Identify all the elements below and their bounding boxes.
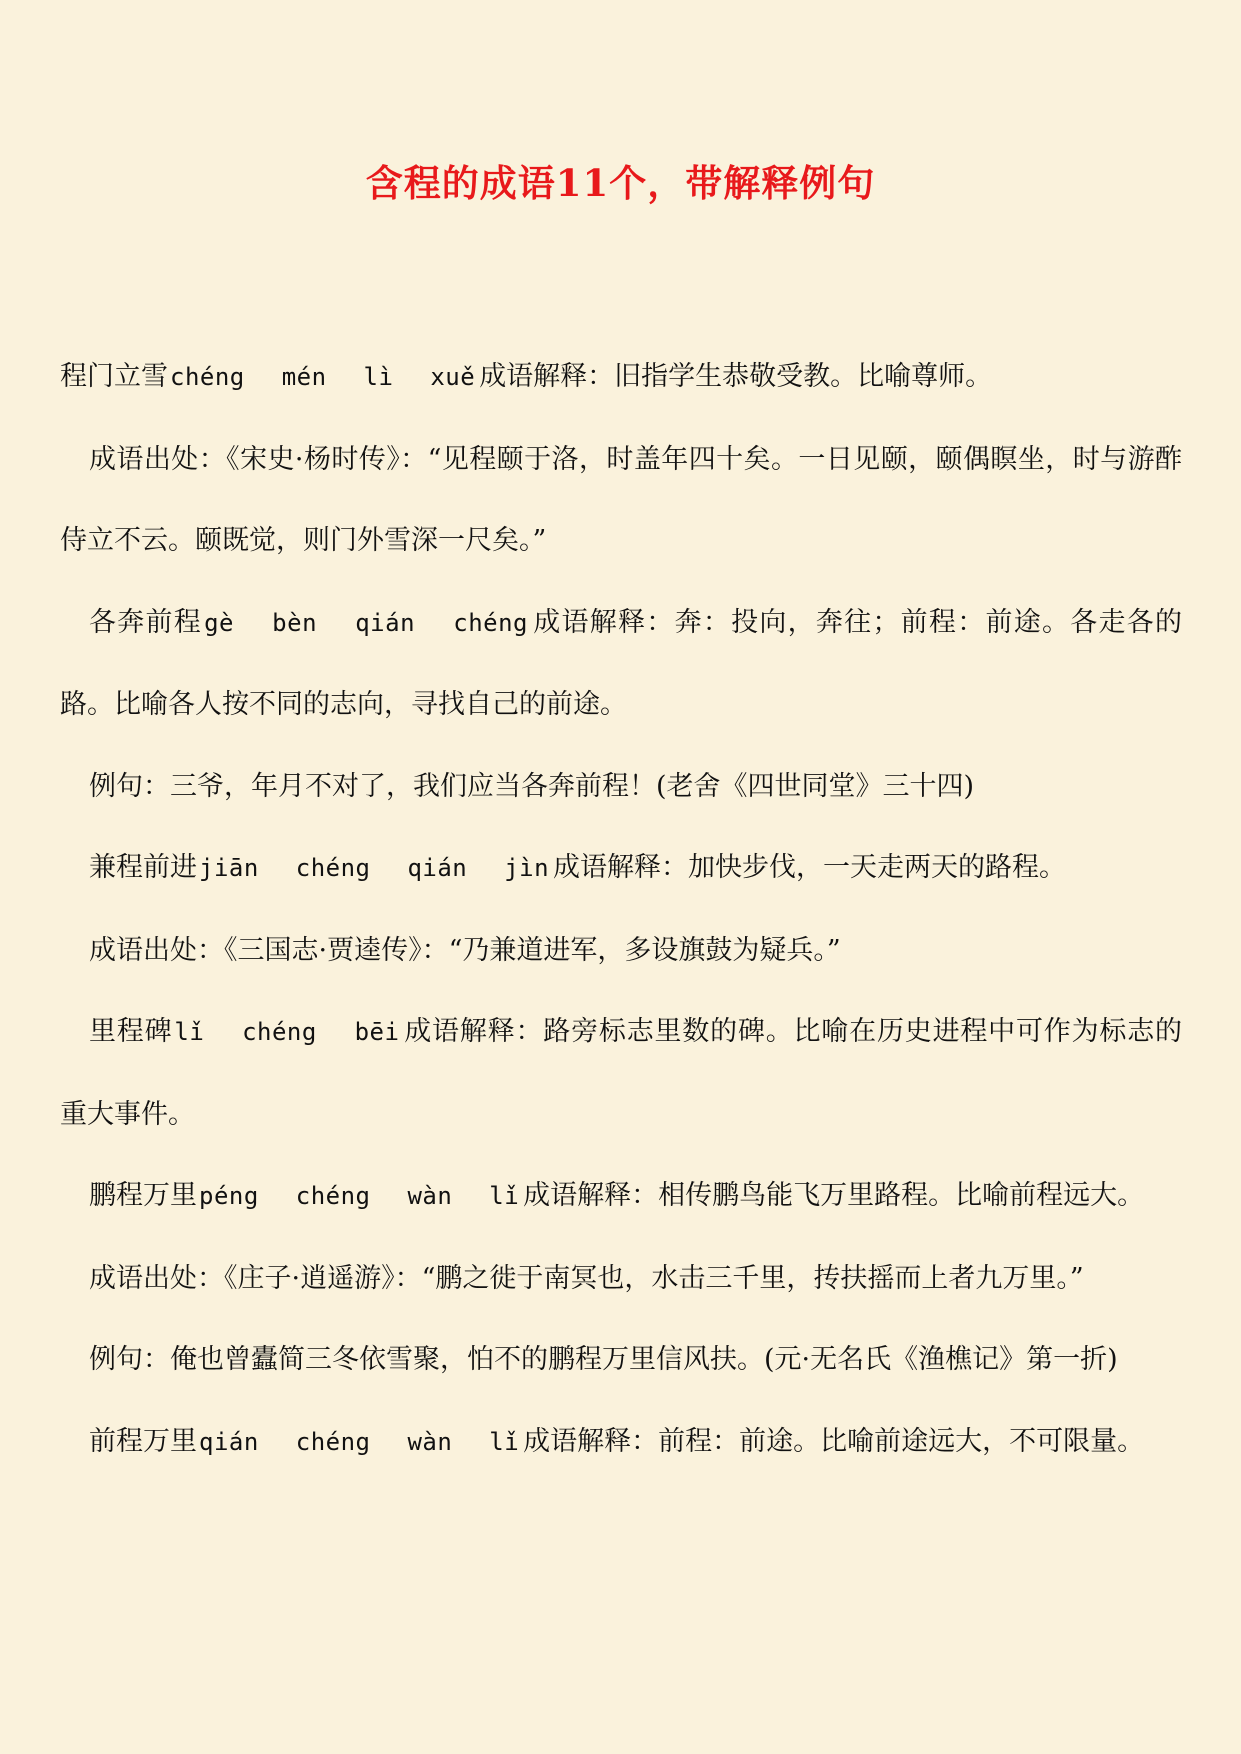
- paragraph-idiom-chengmenlixue: [60, 336, 1182, 419]
- source-text: 成语出处：《宋史·杨时传》：“见程颐于洛，时盖年四十矣。一日见颐，颐偶瞑坐，时与游酢侍立不云。颐既觉，则门外雪深一尺矣。”: [60, 443, 1182, 556]
- idiom-name: 前程万里: [89, 1425, 197, 1457]
- idiom-name: 程门立雪: [60, 361, 168, 392]
- source-text: 成语出处：《三国志·贾逵传》：“乃兼道进军，多设旗鼓为疑兵。”: [89, 934, 841, 966]
- idiom-pinyin: jiān chéng qián jìn: [199, 854, 550, 882]
- paragraph-idiom-jianchengqianjin: [60, 827, 1182, 910]
- idiom-explanation: 成语解释：相传鹏鸟能飞万里路程。比喻前程远大。: [523, 1180, 1145, 1211]
- idiom-explanation: 成语解释：旧指学生恭敬受教。比喻尊师。: [479, 361, 993, 392]
- idiom-pinyin: péng chéng wàn lǐ: [199, 1182, 520, 1210]
- idiom-pinyin: qián chéng wàn lǐ: [199, 1427, 520, 1456]
- idiom-pinyin: chéng mén lì xuě: [170, 363, 476, 391]
- idiom-name: 各奔前程: [89, 606, 203, 638]
- idiom-explanation: 成语解释：路旁标志里数的碑。比喻在历史进程中可作为标志的重大事件。: [60, 1016, 1183, 1130]
- idiom-name: 里程碑: [89, 1016, 173, 1047]
- paragraph-example: [60, 746, 1182, 828]
- paragraph-example: [60, 1319, 1182, 1401]
- source-text: 成语出处：《庄子·逍遥游》：“鹏之徙于南冥也，水击三千里，抟扶摇而上者九万里。”: [89, 1262, 1084, 1294]
- idiom-explanation: 成语解释：加快步伐，一天走两天的路程。: [553, 852, 1067, 883]
- paragraph-idiom-qianchengwanli: [60, 1401, 1182, 1484]
- idiom-explanation: 成语解释：奔：投向，奔往；前程：前途。各走各的路。比喻各人按不同的志向，寻找自己的前途。: [60, 606, 1183, 720]
- document-title: 含程的成语11个，带解释例句: [365, 161, 876, 205]
- idiom-pinyin: gè bèn qián chéng: [204, 608, 528, 637]
- idiom-name: 兼程前进: [89, 852, 197, 883]
- paragraph-idiom-pengchengwanli: [60, 1155, 1182, 1238]
- paragraph-idiom-gebenqiancheng: [60, 582, 1182, 746]
- paragraph-source: [60, 419, 1182, 582]
- example-text: 例句：俺也曾蠹简三冬依雪聚，怕不的鹏程万里信风扶。(元·无名氏《渔樵记》第一折): [89, 1344, 1118, 1375]
- document-body: [60, 336, 1182, 1483]
- idiom-explanation: 成语解释：前程：前途。比喻前途远大，不可限量。: [523, 1425, 1145, 1457]
- idiom-pinyin: lǐ chéng bēi: [174, 1018, 400, 1046]
- paragraph-source: [60, 1238, 1182, 1320]
- paragraph-source: [60, 910, 1182, 992]
- paragraph-idiom-lichengbei: [60, 991, 1182, 1155]
- example-text: 例句：三爷，年月不对了，我们应当各奔前程！(老舍《四世同堂》三十四): [89, 770, 975, 802]
- idiom-name: 鹏程万里: [89, 1180, 197, 1211]
